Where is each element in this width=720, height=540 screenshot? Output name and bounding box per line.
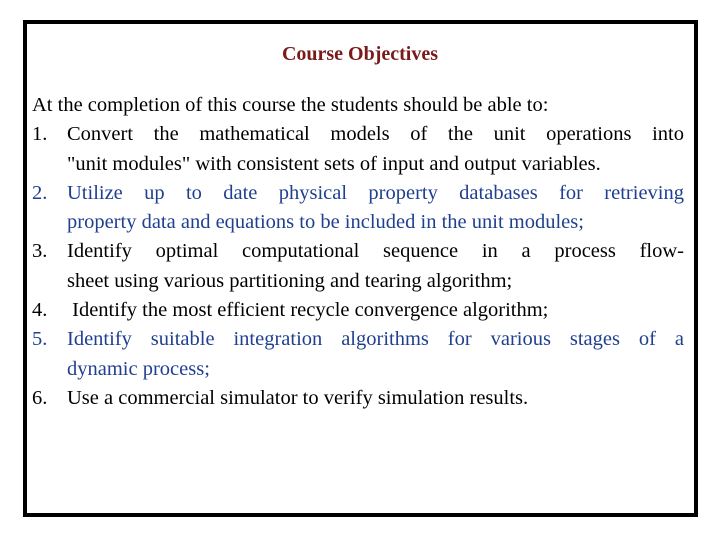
objective-line: Utilize up to date physical property databases for retrieving [67,181,684,204]
objective-item [32,179,684,238]
slide-body [32,91,684,413]
slide-title-text: Course Objectives [281,43,439,65]
objective-number: 3. [32,240,48,263]
objective-line: Identify suitable integration algorithms for various stages of a [67,328,684,351]
objective-item [32,325,684,384]
objective-line: Identify the most efficient recycle convergence algorithm; [67,299,549,322]
objective-line: Use a commercial simulator to verify simulation results. [67,386,529,409]
objective-line: dynamic process; [67,357,210,380]
intro-text: At the completion of this course the students should be able to: [32,94,549,116]
objective-number: 2. [32,181,48,204]
objective-number: 5. [32,328,48,351]
objective-number: 1. [32,123,48,146]
objective-line: Identify optimal computational sequence in a process flow- [67,240,684,263]
objective-line: "unit modules" with consistent sets of input and output variables. [67,152,601,175]
objective-number: 6. [32,386,48,409]
slide-title [0,40,720,68]
objectives-list [32,120,684,413]
objective-item [32,296,684,325]
objective-line: property data and equations to be included in the unit modules; [67,211,584,234]
objective-item [32,237,684,296]
objective-line: Convert the mathematical models of the unit operations into [67,123,684,146]
objective-item [32,384,684,413]
objective-item [32,120,684,179]
objective-number: 4. [32,299,48,322]
objective-line: sheet using various partitioning and tearing algorithm; [67,269,513,292]
